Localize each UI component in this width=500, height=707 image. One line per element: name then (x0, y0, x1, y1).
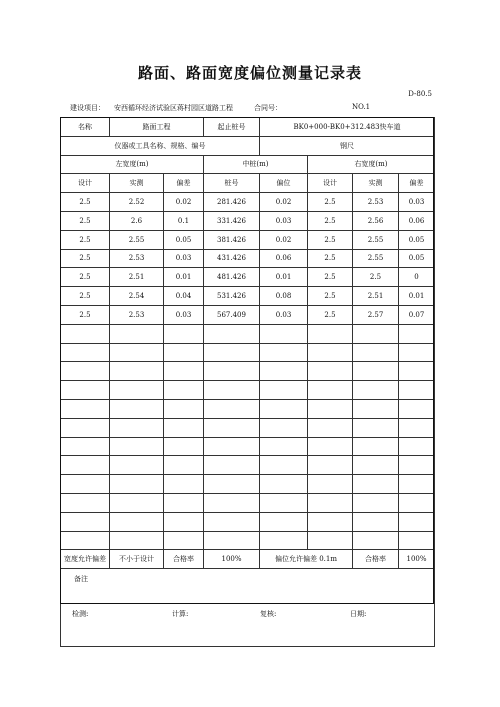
table-cell (110, 418, 164, 437)
table-cell (399, 437, 435, 456)
table-cell: 2.5 (61, 249, 110, 268)
table-cell (164, 399, 204, 418)
table-cell: 2.5 (353, 268, 399, 287)
project-name: 安西循环经济试验区蒋村园区道路工程 (114, 104, 233, 112)
table-cell: 0.02 (164, 193, 204, 212)
table-cell (308, 493, 353, 512)
table-cell: 2.56 (353, 211, 399, 230)
table-cell (110, 531, 164, 550)
table-cell (308, 531, 353, 550)
center-pile-header: 中桩(m) (204, 155, 308, 174)
pass-rate-value: 100% (204, 550, 260, 569)
table-cell (61, 512, 110, 531)
table-cell: 2.53 (353, 193, 399, 212)
table-cell: 2.5 (61, 193, 110, 212)
review-label: 复核: (260, 610, 277, 618)
table-cell: 2.54 (110, 287, 164, 306)
table-row (61, 493, 435, 512)
table-cell (399, 381, 435, 400)
table-cell (260, 531, 308, 550)
table-cell (164, 512, 204, 531)
table-cell: 2.5 (308, 287, 353, 306)
column-header: 设计 (308, 174, 353, 193)
table-cell: 0.06 (399, 211, 435, 230)
table-row (61, 512, 435, 531)
table-cell (164, 362, 204, 381)
table-cell (164, 437, 204, 456)
table-cell: 331.426 (204, 211, 260, 230)
table-cell: 0.08 (260, 287, 308, 306)
table-cell (61, 456, 110, 475)
table-cell: 481.426 (204, 268, 260, 287)
column-header: 偏位 (260, 174, 308, 193)
table-cell (260, 343, 308, 362)
measurement-table (60, 117, 435, 647)
table-cell (61, 362, 110, 381)
table-cell (260, 399, 308, 418)
table-cell: 2.53 (110, 305, 164, 324)
table-cell (204, 381, 260, 400)
table-cell: 2.5 (308, 268, 353, 287)
table-cell (353, 324, 399, 343)
table-cell: 2.57 (353, 305, 399, 324)
table-cell: 0.03 (164, 305, 204, 324)
table-cell: 0.01 (399, 287, 435, 306)
table-cell: 2.51 (110, 268, 164, 287)
table-cell (204, 362, 260, 381)
table-cell: 431.426 (204, 249, 260, 268)
table-cell (399, 456, 435, 475)
table-cell: 0.02 (260, 193, 308, 212)
column-header: 实测 (353, 174, 399, 193)
table-cell: 0.03 (164, 249, 204, 268)
table-cell (353, 399, 399, 418)
table-cell: 2.52 (110, 193, 164, 212)
table-cell (260, 475, 308, 494)
table-cell (110, 437, 164, 456)
instrument-value: 钢尺 (260, 136, 435, 155)
table-cell (399, 362, 435, 381)
table-row (61, 211, 435, 230)
notes-label: 备注 (74, 575, 88, 584)
table-cell (110, 324, 164, 343)
table-cell: 531.426 (204, 287, 260, 306)
table-cell (164, 456, 204, 475)
table-cell (353, 343, 399, 362)
page-title: 路面、路面宽度偏位测量记录表 (137, 64, 362, 82)
table-cell (110, 362, 164, 381)
table-cell (399, 324, 435, 343)
table-cell: 2.53 (110, 249, 164, 268)
left-width-header: 左宽度(m) (61, 155, 204, 174)
table-cell (204, 343, 260, 362)
table-row (61, 456, 435, 475)
stake-label: 起止桩号 (204, 118, 260, 137)
table-row (61, 437, 435, 456)
table-cell (353, 381, 399, 400)
check-label: 检测: (72, 610, 89, 618)
table-row (61, 249, 435, 268)
table-cell: 2.5 (61, 268, 110, 287)
table-cell: 2.5 (61, 305, 110, 324)
table-cell: 0.06 (260, 249, 308, 268)
table-row (61, 324, 435, 343)
table-cell (110, 475, 164, 494)
table-cell (204, 531, 260, 550)
date-label: 日期: (350, 610, 367, 618)
name-label: 名称 (61, 118, 110, 137)
table-cell: 2.5 (308, 230, 353, 249)
table-cell (353, 531, 399, 550)
table-cell (308, 418, 353, 437)
table-cell: 2.5 (61, 287, 110, 306)
table-cell: 2.5 (308, 193, 353, 212)
table-row (61, 343, 435, 362)
table-cell: 0.04 (164, 287, 204, 306)
table-cell (260, 456, 308, 475)
table-cell (353, 493, 399, 512)
table-cell: 281.426 (204, 193, 260, 212)
column-header: 桩号 (204, 174, 260, 193)
table-row (61, 362, 435, 381)
table-cell (399, 399, 435, 418)
table-cell: 2.6 (110, 211, 164, 230)
table-cell: 0.01 (164, 268, 204, 287)
right-width-header: 右宽度(m) (308, 155, 435, 174)
table-cell (308, 362, 353, 381)
table-cell (61, 475, 110, 494)
table-cell (164, 343, 204, 362)
table-cell (164, 475, 204, 494)
column-header: 设计 (61, 174, 110, 193)
table-cell: 2.5 (308, 211, 353, 230)
table-cell (110, 343, 164, 362)
table-cell: 0 (399, 268, 435, 287)
table-cell (260, 437, 308, 456)
table-cell (353, 456, 399, 475)
table-cell (308, 512, 353, 531)
table-cell (204, 418, 260, 437)
pass-rate-label: 合格率 (164, 550, 204, 569)
column-header-row (61, 174, 435, 193)
table-cell (308, 399, 353, 418)
contract-no: NO.1 (352, 103, 371, 111)
table-cell (110, 512, 164, 531)
table-cell (399, 475, 435, 494)
notes-cell (61, 569, 435, 647)
column-header: 偏差 (399, 174, 435, 193)
table-cell (204, 324, 260, 343)
table-row (61, 381, 435, 400)
table-cell (164, 381, 204, 400)
table-cell: 567.409 (204, 305, 260, 324)
table-cell (308, 324, 353, 343)
calc-label: 计算: (172, 610, 189, 618)
column-header: 偏差 (164, 174, 204, 193)
table-cell (308, 456, 353, 475)
pass-rate-label-2: 合格率 (353, 550, 399, 569)
table-cell: 0.02 (260, 230, 308, 249)
table-cell (353, 437, 399, 456)
table-cell (164, 418, 204, 437)
project-label: 建设项目： (70, 104, 105, 112)
table-cell: 2.55 (353, 249, 399, 268)
table-cell (204, 456, 260, 475)
contract-label: 合同号： (254, 104, 282, 112)
table-cell (399, 531, 435, 550)
table-cell (204, 512, 260, 531)
instrument-label: 仪器或工具名称、规格、编号 (61, 136, 260, 155)
table-cell (260, 418, 308, 437)
table-cell: 2.5 (308, 249, 353, 268)
table-cell: 381.426 (204, 230, 260, 249)
table-cell (260, 512, 308, 531)
table-cell (164, 324, 204, 343)
form-code: D-80.5 (408, 90, 432, 98)
table-cell (353, 512, 399, 531)
table-row (61, 475, 435, 494)
table-cell (204, 493, 260, 512)
table-cell (308, 475, 353, 494)
table-cell: 2.5 (308, 305, 353, 324)
table-cell (308, 437, 353, 456)
table-cell: 2.55 (353, 230, 399, 249)
table-cell (260, 493, 308, 512)
table-cell (61, 493, 110, 512)
table-cell: 0.05 (399, 230, 435, 249)
table-cell (110, 456, 164, 475)
table-cell (61, 324, 110, 343)
table-cell (399, 418, 435, 437)
table-cell (61, 531, 110, 550)
table-row (61, 287, 435, 306)
table-cell: 0.01 (260, 268, 308, 287)
table-cell (204, 437, 260, 456)
table-cell (353, 418, 399, 437)
table-cell (110, 381, 164, 400)
table-cell (204, 399, 260, 418)
table-row (61, 268, 435, 287)
table-cell: 2.5 (61, 230, 110, 249)
name-value: 路面工程 (110, 118, 204, 137)
table-cell (399, 343, 435, 362)
table-cell (260, 324, 308, 343)
table-cell: 0.03 (260, 305, 308, 324)
offset-tolerance: 偏位允许偏差 0.1m (260, 550, 353, 569)
table-cell: 0.03 (399, 193, 435, 212)
table-cell (164, 531, 204, 550)
table-cell: 2.5 (61, 211, 110, 230)
table-cell: 2.55 (110, 230, 164, 249)
table-row (61, 399, 435, 418)
table-cell: 0.1 (164, 211, 204, 230)
table-cell (308, 381, 353, 400)
table-cell: 0.05 (399, 249, 435, 268)
table-row (61, 531, 435, 550)
column-header: 实测 (110, 174, 164, 193)
table-cell (110, 399, 164, 418)
width-tol-value: 不小于设计 (110, 550, 164, 569)
table-cell (110, 493, 164, 512)
table-cell (61, 381, 110, 400)
table-row (61, 418, 435, 437)
table-cell (61, 399, 110, 418)
table-cell (61, 437, 110, 456)
table-row (61, 230, 435, 249)
stake-value: BK0+000-BK0+312.483快车道 (260, 118, 435, 137)
table-cell: 0.07 (399, 305, 435, 324)
table-row (61, 193, 435, 212)
table-cell (308, 343, 353, 362)
table-cell (399, 512, 435, 531)
table-cell (260, 362, 308, 381)
table-cell (260, 381, 308, 400)
table-cell (61, 418, 110, 437)
table-row (61, 305, 435, 324)
table-cell: 0.05 (164, 230, 204, 249)
table-cell (164, 493, 204, 512)
table-cell (353, 475, 399, 494)
table-cell (61, 343, 110, 362)
table-cell (399, 493, 435, 512)
width-tol-label: 宽度允许偏差 (61, 550, 110, 569)
table-cell: 0.03 (260, 211, 308, 230)
pass-rate-value-2: 100% (399, 550, 435, 569)
table-cell (204, 475, 260, 494)
table-cell: 2.51 (353, 287, 399, 306)
table-cell (353, 362, 399, 381)
